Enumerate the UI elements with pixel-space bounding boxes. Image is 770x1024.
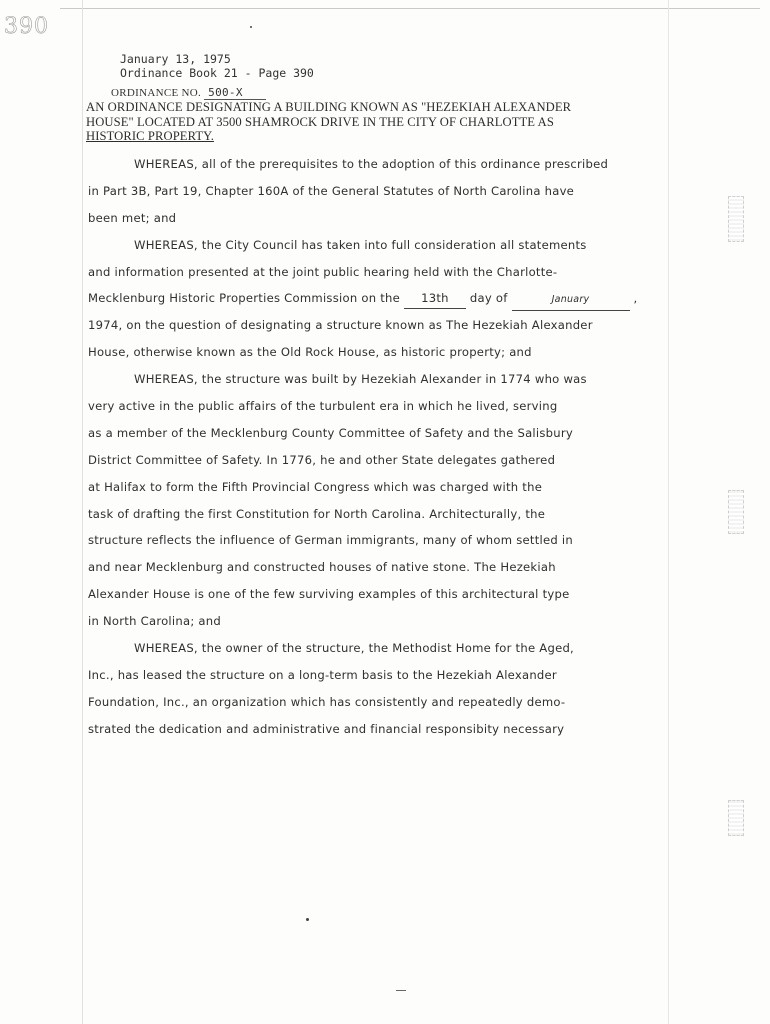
ordinance-title [86, 100, 676, 144]
body-line: Inc., has leased the structure on a long-term basis to the Hezekiah Alexander [88, 667, 557, 682]
document-header [120, 52, 314, 80]
margin-scan-mark [728, 196, 744, 242]
body-line: WHEREAS, the structure was built by Hezekiah Alexander in 1774 who was [134, 372, 587, 387]
body-line: Alexander House is one of the few surviving examples of this architectural type [88, 587, 570, 602]
body-line: House, otherwise known as the Old Rock House, as historic property; and [88, 345, 532, 360]
body-line: at Halifax to form the Fifth Provincial Congress which was charged with the [88, 479, 543, 494]
body-line: WHEREAS, the owner of the structure, the Methodist Home for the Aged, [134, 641, 574, 656]
body-line: Foundation, Inc., an organization which has consistently and repeatedly demo- [88, 694, 566, 709]
body-text-segment: , [629, 291, 638, 306]
body-line: been met; and [88, 210, 177, 225]
body-line: task of drafting the first Constitution for North Carolina. Architecturally, the [88, 506, 546, 521]
body-line: in Part 3B, Part 19, Chapter 160A of the General Statutes of North Carolina have [88, 183, 575, 198]
hearing-day-blank: 13th [404, 288, 466, 309]
body-line: as a member of the Mecklenburg County Committee of Safety and the Salisbury [88, 425, 573, 440]
ordinance-title-line [86, 129, 676, 144]
body-text-segment: day of [465, 291, 512, 306]
body-line: structure reflects the influence of German immigrants, many of whom settled in [88, 533, 573, 548]
body-line: WHEREAS, the City Council has taken into full consideration all statements [134, 237, 587, 252]
body-line: and near Mecklenburg and constructed houses of native stone. The Hezekiah [88, 560, 556, 575]
ordinance-title-last: HISTORIC PROPERTY. [86, 129, 214, 143]
header-book-page: Ordinance Book 21 - Page 390 [120, 66, 314, 80]
header-date: January 13, 1975 [120, 52, 231, 66]
margin-scan-mark [728, 800, 744, 836]
body-line [88, 288, 728, 315]
body-line: District Committee of Safety. In 1776, he and other State delegates gathered [88, 452, 556, 467]
body-line: WHEREAS, all of the prerequisites to the adoption of this ordinance prescribed [134, 157, 609, 171]
body-line: 1974, on the question of designating a structure known as The Hezekiah Alexander [88, 318, 593, 333]
hearing-month-blank: January [512, 290, 630, 311]
scan-speck [306, 918, 309, 921]
ordinance-title-line: HOUSE" LOCATED AT 3500 SHAMROCK DRIVE IN THE CITY OF CHARLOTTE AS [86, 114, 554, 129]
ordinance-number-value: 500-X [204, 86, 266, 100]
body-line: strated the dedication and administrative and financial responsibity necessary [88, 721, 565, 736]
scan-speck [250, 26, 252, 28]
page-number-stamp: 390 [4, 14, 49, 39]
body-text-segment: Mecklenburg Historic Properties Commission on the [88, 291, 404, 306]
ordinance-number [111, 86, 266, 100]
scan-left-margin-line [82, 0, 83, 1024]
ordinance-number-label: ORDINANCE NO. [111, 87, 202, 99]
body-line: very active in the public affairs of the turbulent era in which he lived, serving [88, 399, 558, 414]
body-line: in North Carolina; and [88, 614, 221, 629]
ordinance-title-line: AN ORDINANCE DESIGNATING A BUILDING KNOWN AS "HEZEKIAH ALEXANDER [86, 100, 572, 114]
body-line: and information presented at the joint public hearing held with the Charlotte- [88, 264, 558, 279]
scan-speck [396, 990, 406, 991]
margin-scan-mark [728, 490, 744, 534]
scan-top-edge [60, 8, 760, 9]
ordinance-body [88, 154, 728, 746]
